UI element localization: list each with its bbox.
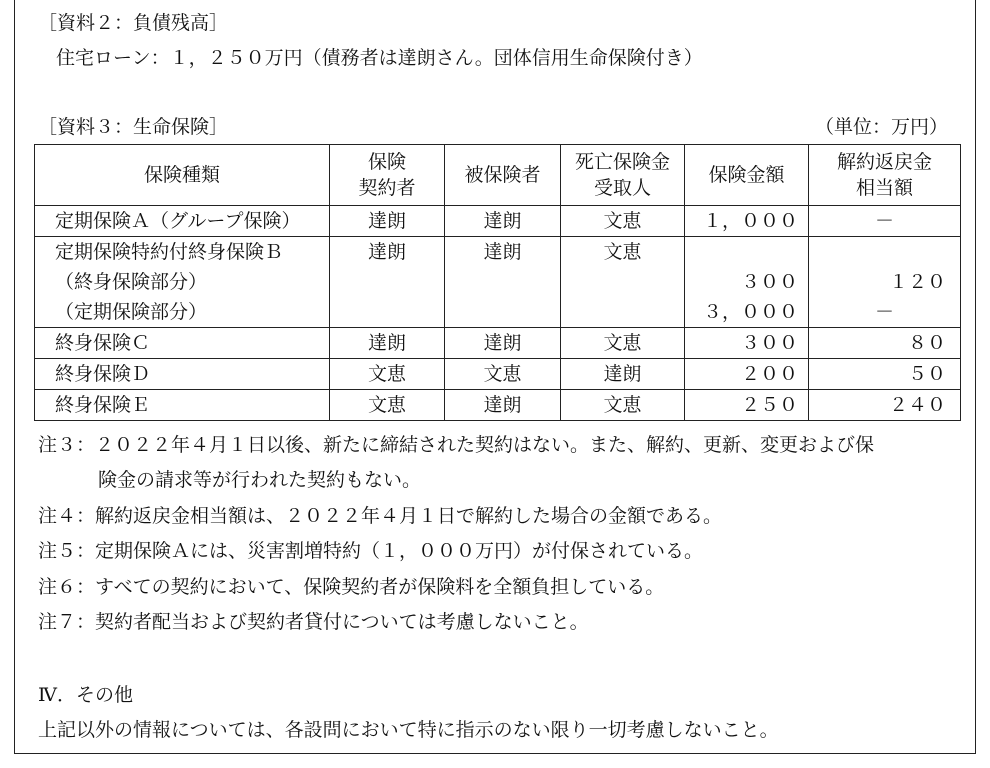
- row-e-insured: 達朗: [445, 390, 561, 421]
- table-row: [35, 206, 961, 237]
- row-a-amount: １，０００: [685, 206, 809, 237]
- row-c-surrender: ８０: [809, 328, 961, 359]
- header-beneficiary: [561, 145, 685, 206]
- row-b-amount-whole: ３００: [740, 271, 798, 293]
- row-b-amount: [685, 237, 809, 328]
- row-e-surrender: ２４０: [809, 390, 961, 421]
- table-row: [35, 328, 961, 359]
- header-beneficiary-line1: 死亡保険金: [574, 151, 670, 173]
- row-a-beneficiary: 文恵: [561, 206, 685, 237]
- header-beneficiary-line2: 受取人: [593, 177, 651, 199]
- header-insured: 被保険者: [445, 145, 561, 206]
- header-surrender-line1: 解約返戻金: [836, 151, 932, 173]
- loan-text: 住宅ローン：１，２５０万円（債務者は達朗さん。団体信用生命保険付き）: [56, 47, 703, 69]
- note-7: 注７：契約者配当および契約者貸付については考慮しないこと。: [38, 611, 589, 633]
- row-a-contractor: 達朗: [330, 206, 445, 237]
- row-d-amount: ２００: [685, 359, 809, 390]
- table-row: [35, 359, 961, 390]
- row-e-beneficiary: 文恵: [561, 390, 685, 421]
- header-contractor: [330, 145, 445, 206]
- section4-heading: Ⅳ．その他: [38, 684, 133, 706]
- row-b-type-sub1: （終身保険部分）: [55, 271, 208, 293]
- row-b-beneficiary: 文恵: [561, 237, 685, 328]
- row-d-beneficiary: 達朗: [561, 359, 685, 390]
- row-c-amount: ３００: [685, 328, 809, 359]
- row-d-type: 終身保険Ｄ: [35, 359, 330, 390]
- row-b-surrender-whole: １２０: [888, 271, 946, 293]
- table-row: [35, 237, 961, 328]
- row-b-surrender-term: －: [874, 301, 894, 323]
- row-b-surrender: [809, 237, 961, 328]
- row-e-type: 終身保険Ｅ: [35, 390, 330, 421]
- section4-text: 上記以外の情報については、各設問において特に指示のない限り一切考慮しないこと。: [38, 719, 779, 741]
- header-contractor-line1: 保険: [367, 151, 406, 173]
- note-3-line1: 注３：２０２２年４月１日以後、新たに締結された契約はない。また、解約、更新、変更および保: [38, 434, 875, 456]
- table-header-row: [35, 145, 961, 206]
- note-4: 注４：解約返戻金相当額は、２０２２年４月１日で解約した場合の金額である。: [38, 505, 723, 527]
- note-5: 注５：定期保険Ａには、災害割増特約（１，０００万円）が付保されている。: [38, 540, 704, 562]
- row-b-type-sub2: （定期保険部分）: [55, 301, 208, 323]
- row-a-type: 定期保険Ａ（グループ保険）: [35, 206, 330, 237]
- row-d-contractor: 文恵: [330, 359, 445, 390]
- table-row: [35, 390, 961, 421]
- unit-label: （単位：万円）: [814, 116, 948, 138]
- row-c-contractor: 達朗: [330, 328, 445, 359]
- insurance-table: [34, 144, 961, 421]
- row-b-amount-term: ３，０００: [702, 301, 798, 323]
- row-e-amount: ２５０: [685, 390, 809, 421]
- row-b-insured: 達朗: [445, 237, 561, 328]
- row-b-type-main: 定期保険特約付終身保険Ｂ: [55, 241, 284, 263]
- row-c-insured: 達朗: [445, 328, 561, 359]
- row-e-contractor: 文恵: [330, 390, 445, 421]
- header-surrender-line2: 相当額: [855, 177, 913, 199]
- material2-heading: ［資料２：負債残高］: [38, 12, 229, 34]
- row-c-beneficiary: 文恵: [561, 328, 685, 359]
- row-b-contractor: 達朗: [330, 237, 445, 328]
- row-c-type: 終身保険Ｃ: [35, 328, 330, 359]
- header-surrender: [809, 145, 961, 206]
- note-3-line2: 険金の請求等が行われた契約もない。: [98, 469, 422, 491]
- row-d-surrender: ５０: [809, 359, 961, 390]
- row-a-insured: 達朗: [445, 206, 561, 237]
- row-a-surrender: －: [809, 206, 961, 237]
- row-b-type: [35, 237, 330, 328]
- row-d-insured: 文恵: [445, 359, 561, 390]
- header-type: 保険種類: [35, 145, 330, 206]
- material3-heading: ［資料３：生命保険］: [38, 116, 229, 138]
- note-6: 注６：すべての契約において、保険契約者が保険料を全額負担している。: [38, 576, 665, 598]
- header-amount: 保険金額: [685, 145, 809, 206]
- header-contractor-line2: 契約者: [358, 177, 416, 199]
